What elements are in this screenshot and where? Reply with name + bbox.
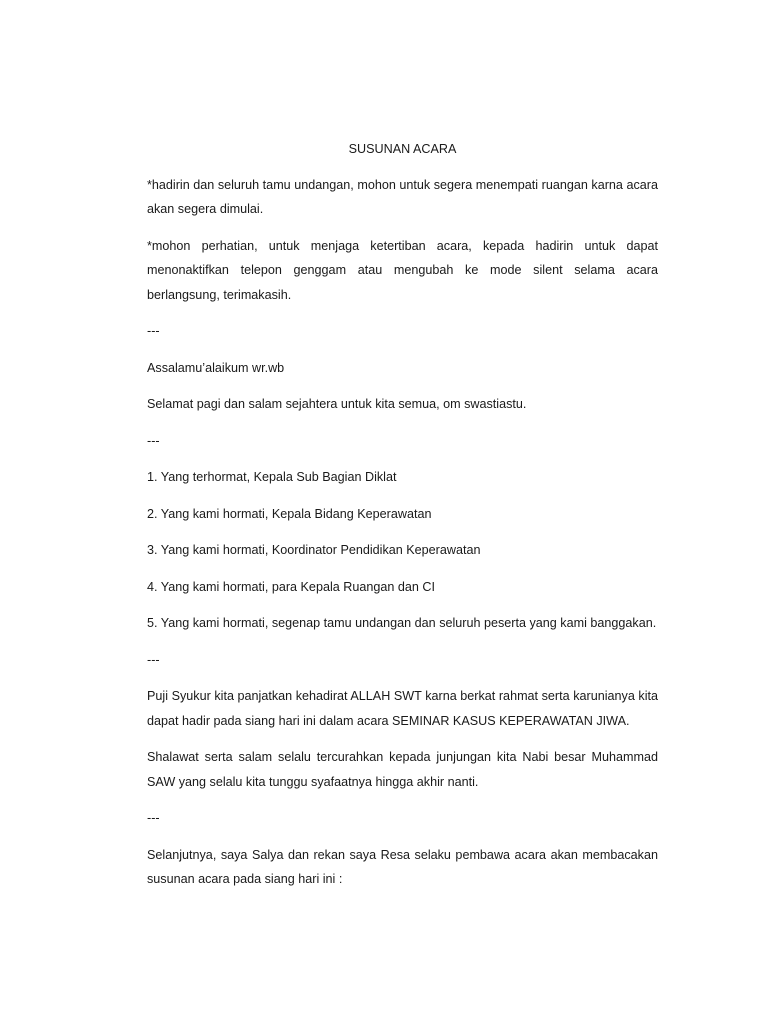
list-item: 1. Yang terhormat, Kepala Sub Bagian Diklat xyxy=(147,470,397,484)
list-item: 3. Yang kami hormati, Koordinator Pendidikan Keperawatan xyxy=(147,543,481,557)
separator: --- xyxy=(147,811,160,825)
list-item: 5. Yang kami hormati, segenap tamu undangan dan seluruh peserta yang kami banggakan. xyxy=(147,616,657,630)
document-title: SUSUNAN ACARA xyxy=(348,142,457,156)
separator: --- xyxy=(147,433,160,448)
separator: --- xyxy=(147,324,160,338)
list-item: 2. Yang kami hormati, Kepala Bidang Keperawatan xyxy=(147,506,432,521)
list-item: 4. Yang kami hormati, para Kepala Ruangan dan CI xyxy=(147,579,435,594)
paragraph-salutation: Selamat pagi dan salam sejahtera untuk kita semua, om swastiastu. xyxy=(147,397,527,411)
separator: --- xyxy=(147,652,160,667)
paragraph-gratitude: Puji Syukur kita panjatkan kehadirat ALLAH SWT karna berkat rahmat serta karunianya kita dapat hadir pada siang hari ini dalam acara SEMINAR KASUS KEPERAWATAN JIWA. xyxy=(147,689,658,728)
paragraph-notice-seating: *hadirin dan seluruh tamu undangan, mohon untuk segera menempati ruangan karna acara akan segera dimulai. xyxy=(147,177,658,216)
paragraph-greeting: Assalamu’alaikum wr.wb xyxy=(147,360,285,375)
paragraph-shalawat: Shalawat serta salam selalu tercurahkan kepada junjungan kita Nabi besar Muhammad SAW yang selalu kita tunggu syafaatnya hingga akhir nanti. xyxy=(147,750,658,789)
paragraph-notice-phones: *mohon perhatian, untuk menjaga ketertiban acara, kepada hadirin untuk dapat menonaktifkan telepon genggam atau mengubah ke mode silent selama acara berlangsung, terimakasih. xyxy=(147,238,658,302)
paragraph-next: Selanjutnya, saya Salya dan rekan saya Resa selaku pembawa acara akan membacakan susunan acara pada siang hari ini : xyxy=(147,847,658,886)
document-body xyxy=(147,137,658,904)
